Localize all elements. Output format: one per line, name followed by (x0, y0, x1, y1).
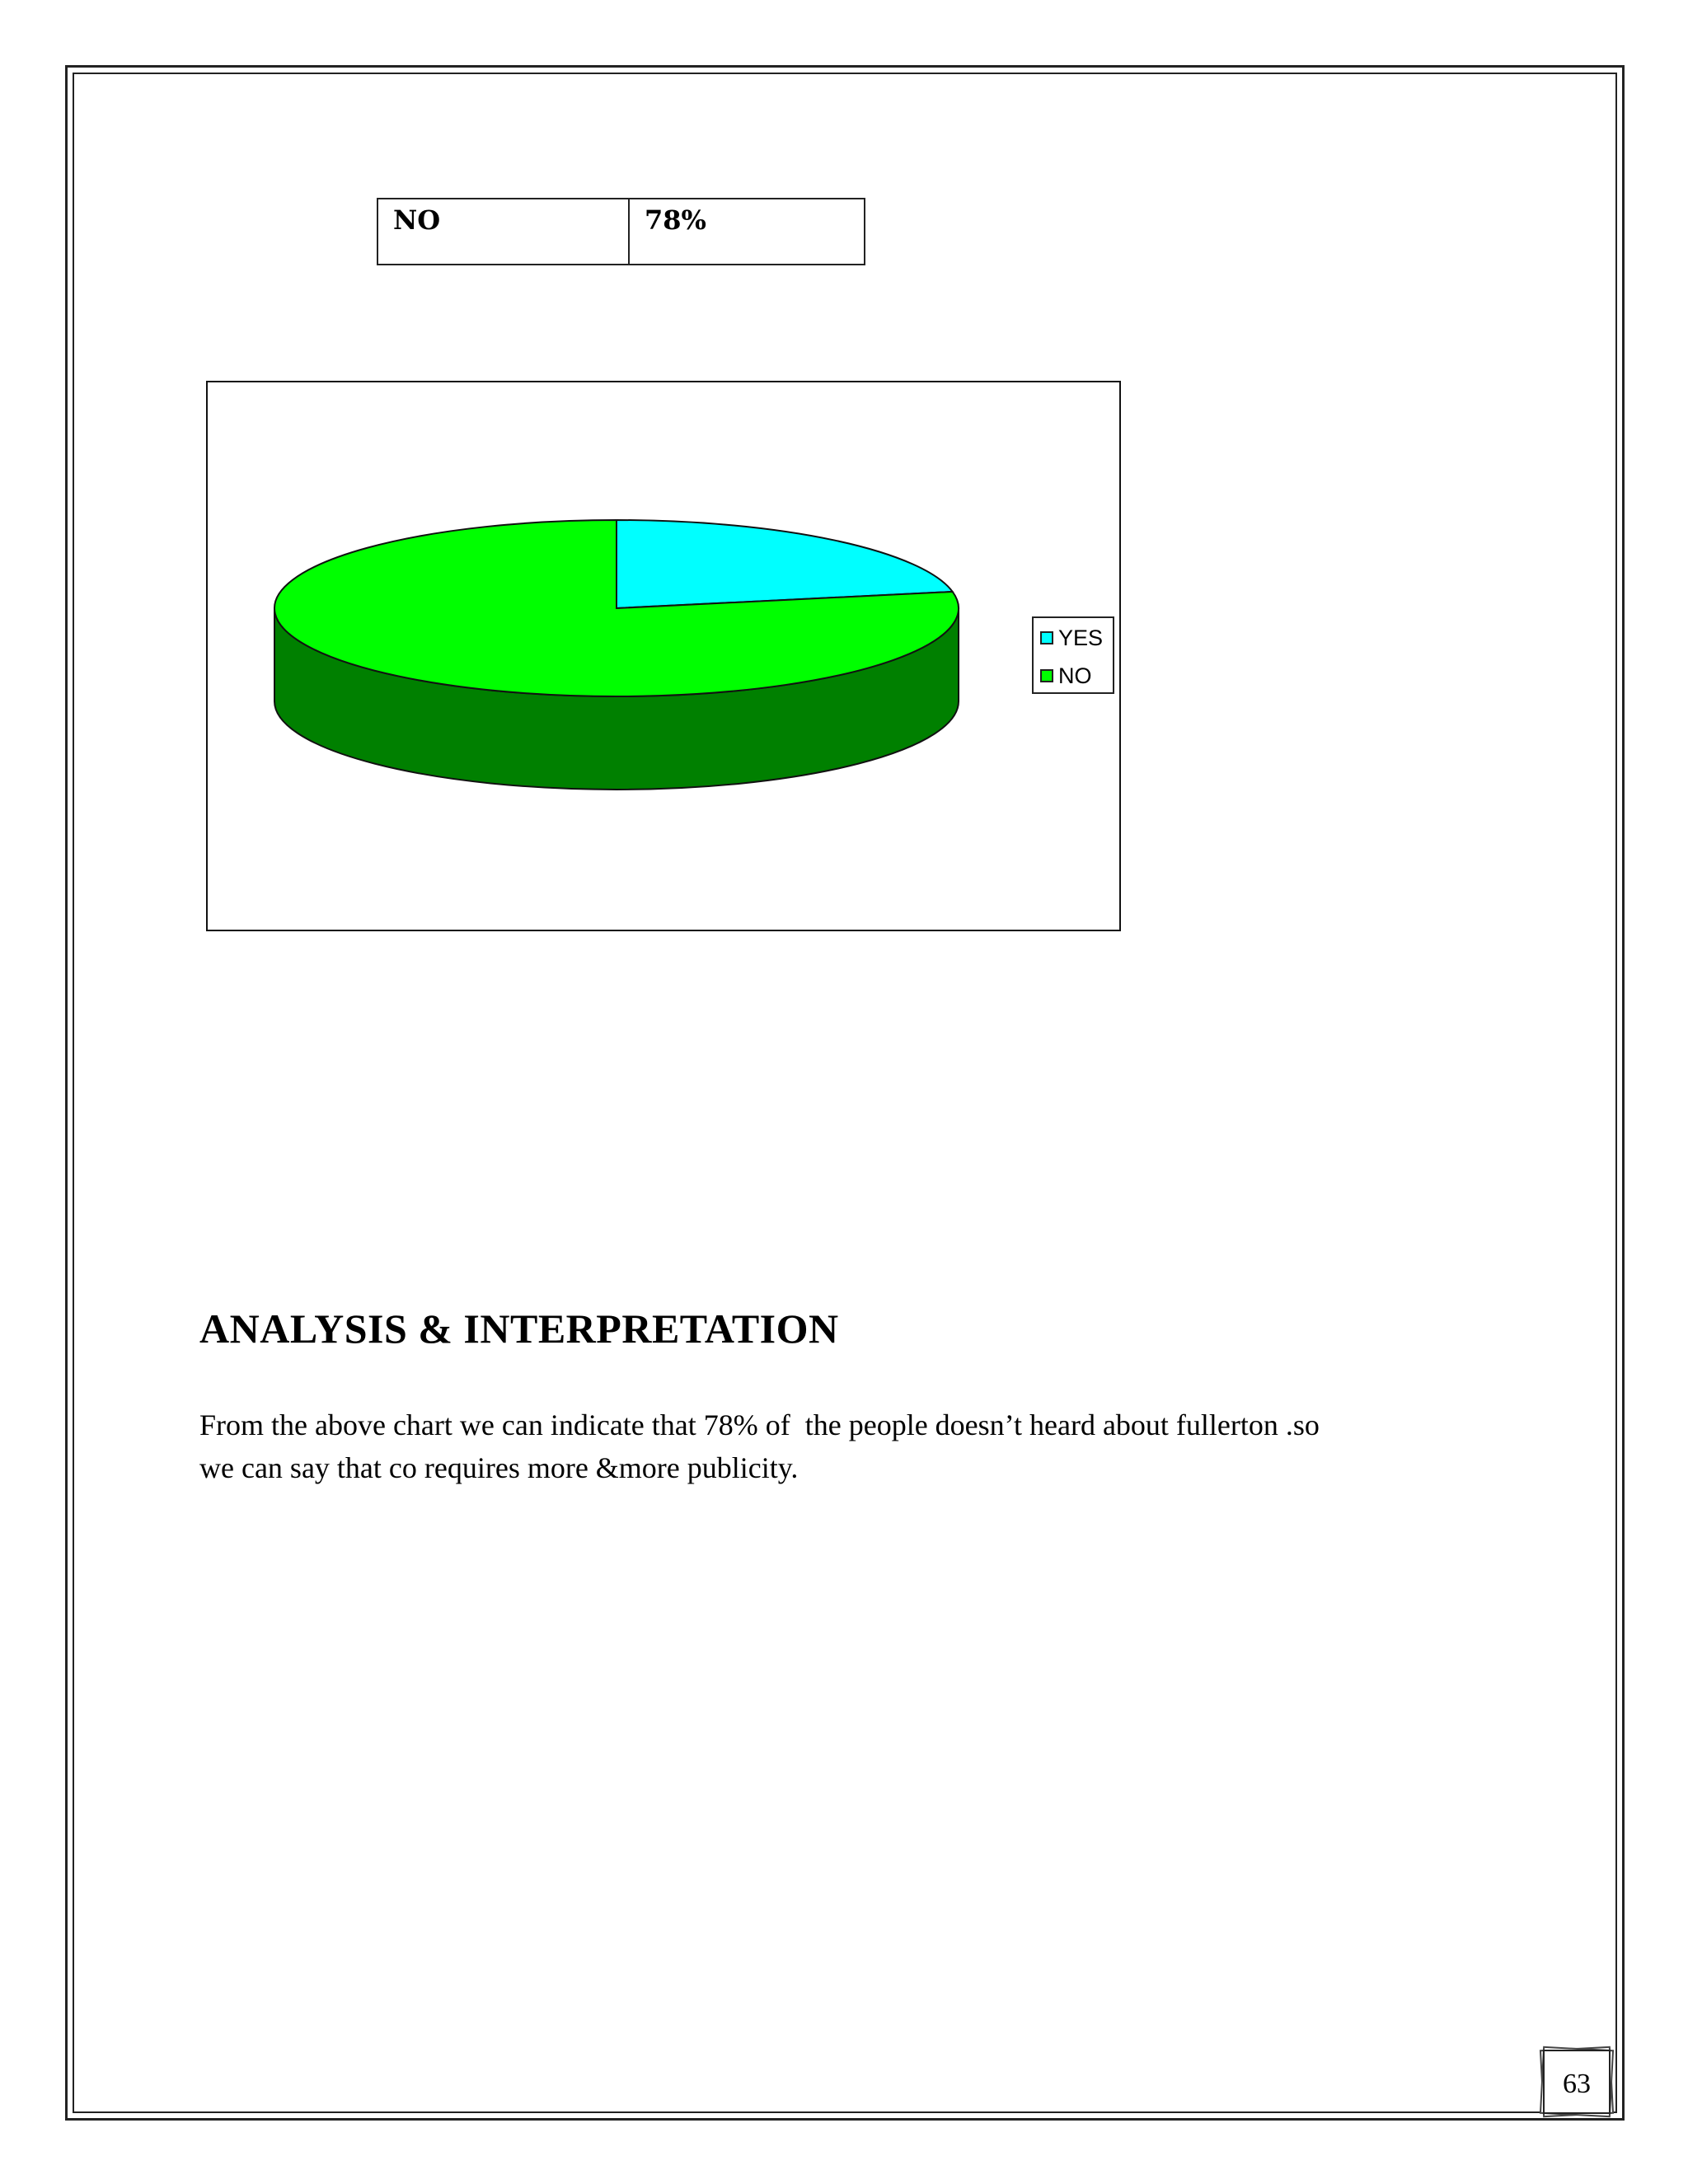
pie-chart-canvas (208, 382, 1119, 930)
table-row (377, 199, 865, 265)
legend-item-no (1040, 663, 1092, 688)
section-heading: ANALYSIS & INTERPRETATION (199, 1305, 839, 1352)
chart-legend (1032, 616, 1114, 694)
legend-label-no: NO (1058, 663, 1092, 688)
response-table (377, 198, 865, 265)
table-cell-value: 78% (629, 199, 865, 265)
section-paragraph: From the above chart we can indicate that 78% of the people doesn’t heard about fullerton .so we can say that co requires more &more publicity. (199, 1408, 1320, 1484)
page-number-badge (1537, 2046, 1616, 2118)
legend-swatch-yes (1040, 631, 1053, 644)
page-number: 63 (1563, 2069, 1591, 2099)
legend-swatch-no (1040, 669, 1053, 682)
legend-label-yes: YES (1058, 625, 1104, 650)
table-cell-label: NO (377, 199, 629, 265)
page-border-inner (73, 73, 1617, 2113)
pie-chart (206, 381, 1121, 931)
legend-item-yes (1040, 626, 1103, 650)
